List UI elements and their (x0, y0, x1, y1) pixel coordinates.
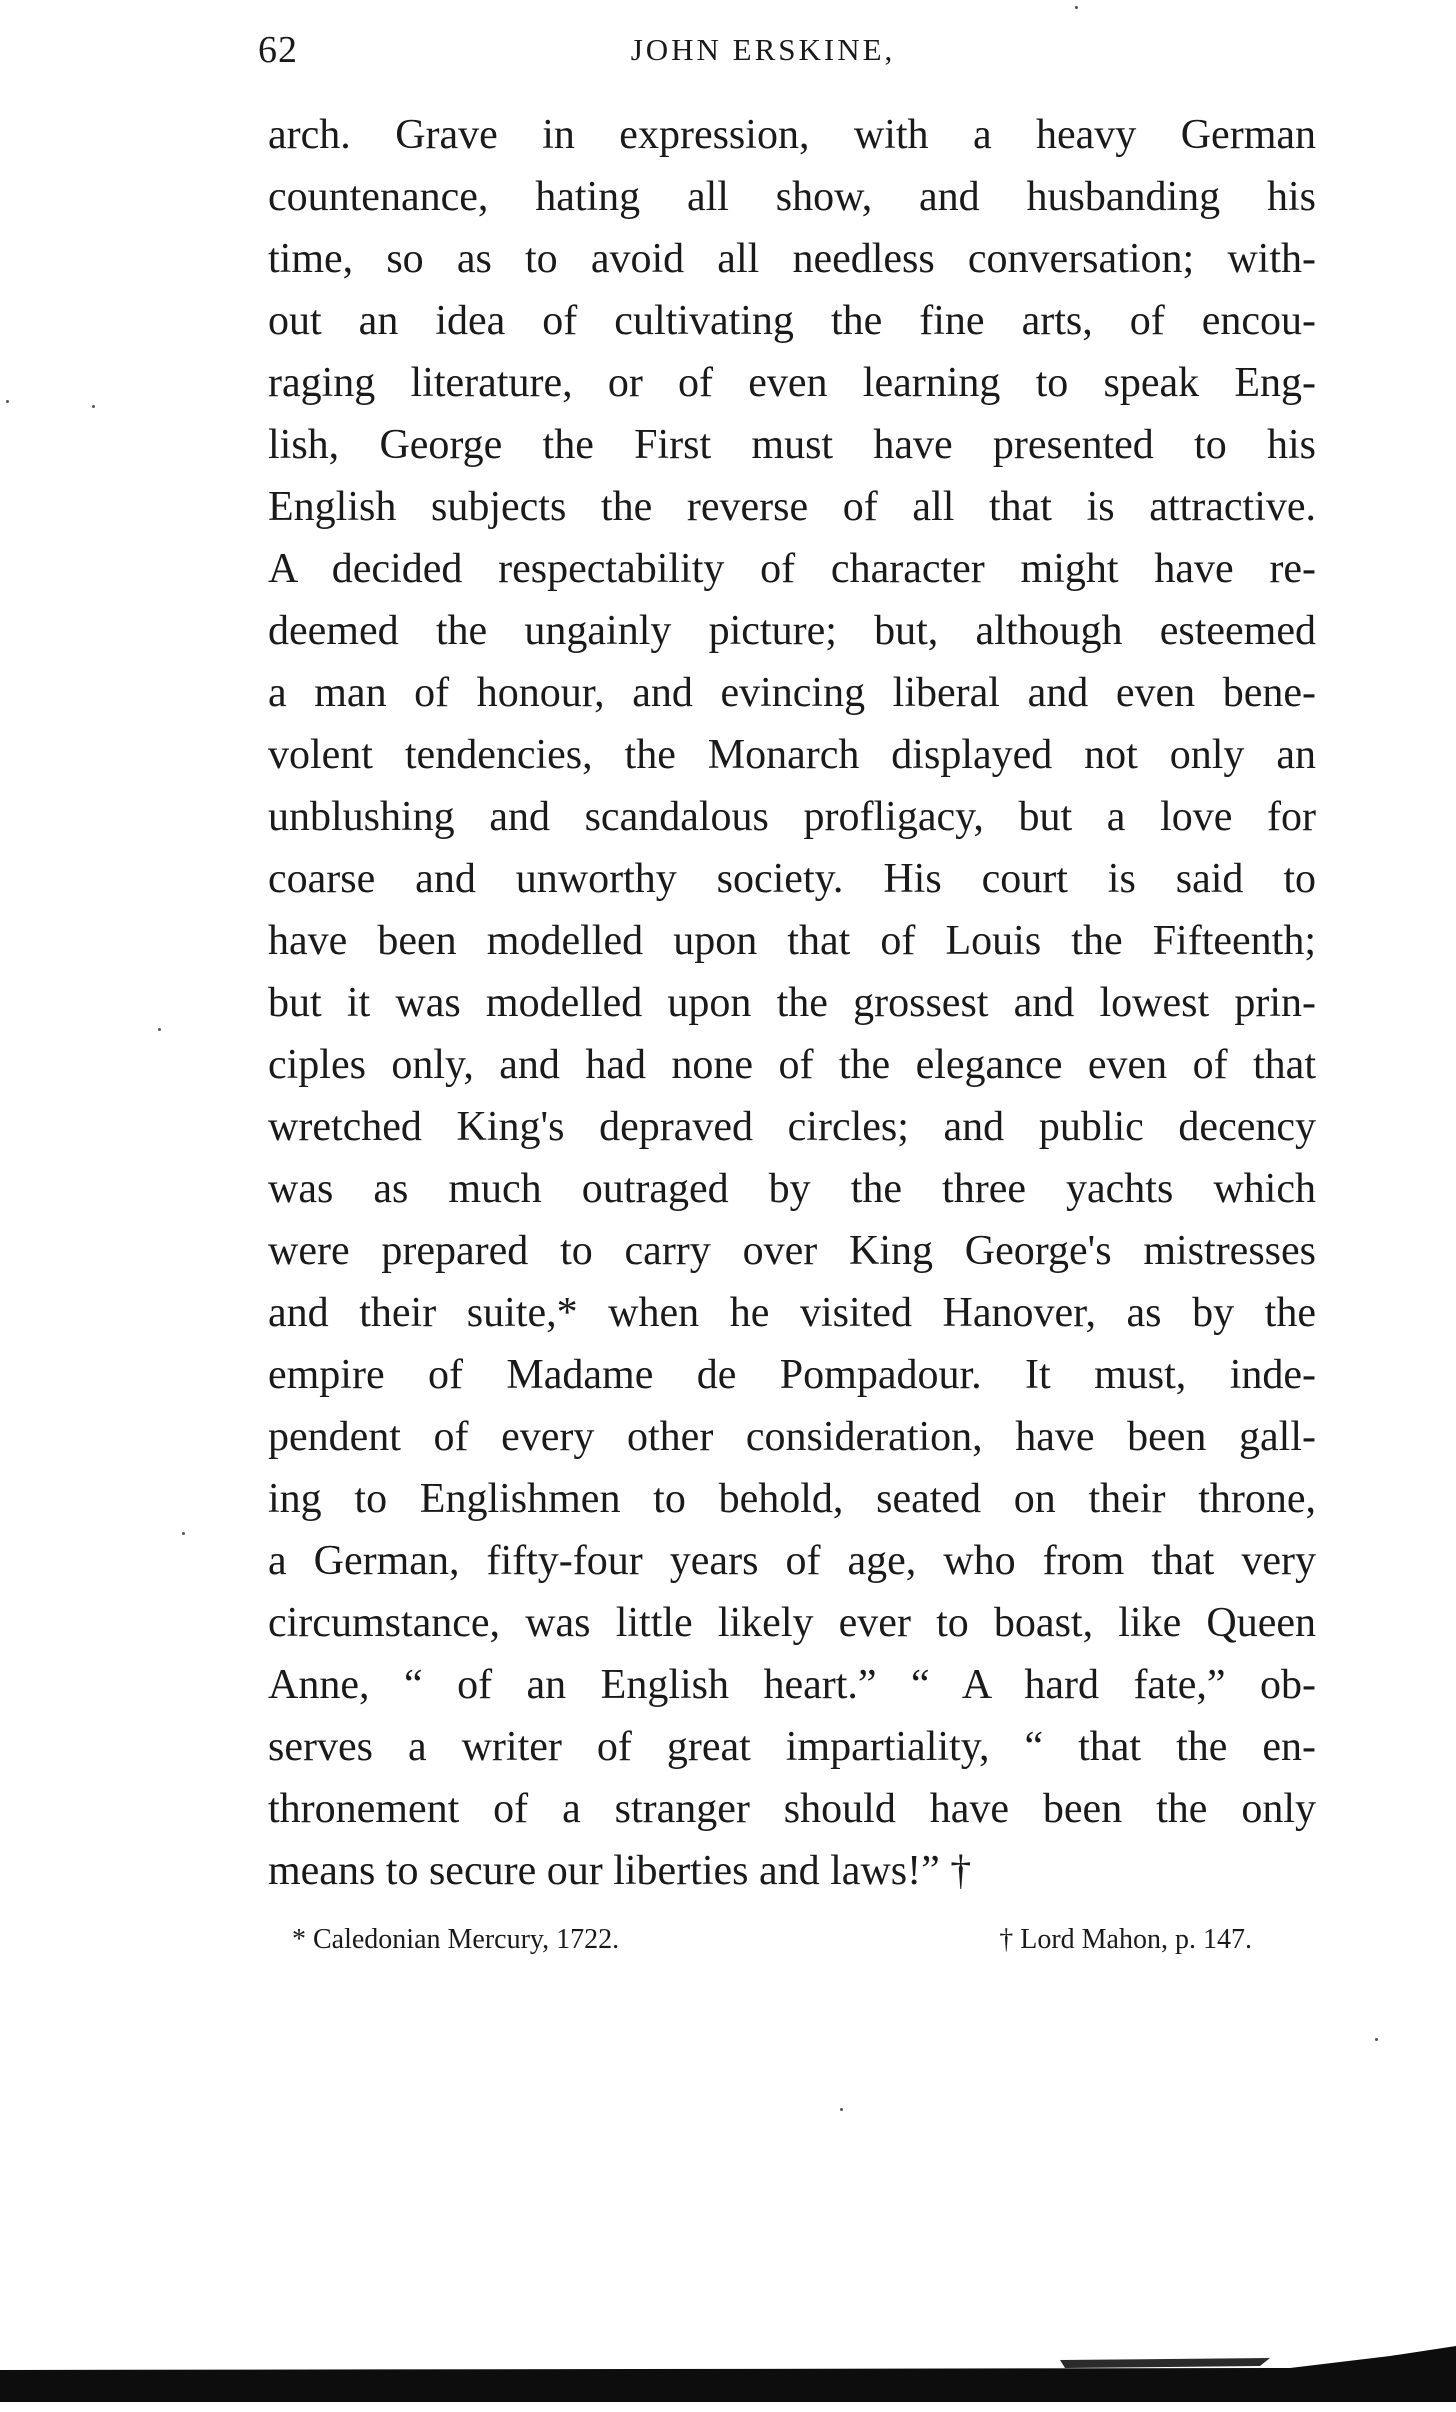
scan-speck (840, 2108, 843, 2111)
text-line: Anne, “ of an English heart.” “ A hard fate,” ob- (268, 1662, 1316, 1708)
page-number: 62 (258, 29, 298, 71)
text-line: were prepared to carry over King George's mistresses (268, 1228, 1316, 1274)
text-line: and their suite,* when he visited Hanover, as by the (268, 1290, 1316, 1336)
text-line: a German, fifty-four years of age, who from that very (268, 1538, 1316, 1584)
text-line: a man of honour, and evincing liberal and even bene- (268, 670, 1316, 716)
text-line: thronement of a stranger should have been the only (268, 1786, 1316, 1832)
text-line: ing to Englishmen to behold, seated on their throne, (268, 1476, 1316, 1522)
text-line: have been modelled upon that of Louis the Fifteenth; (268, 918, 1316, 964)
text-line: raging literature, or of even learning to speak Eng- (268, 360, 1316, 406)
text-line: serves a writer of great impartiality, “ that the en- (268, 1724, 1316, 1770)
text-line: unblushing and scandalous profligacy, but a love for (268, 794, 1316, 840)
text-line: circumstance, was little likely ever to boast, like Queen (268, 1600, 1316, 1646)
scan-speck (1375, 2038, 1378, 2041)
text-line: means to secure our liberties and laws!” † (268, 1848, 972, 1894)
text-line: out an idea of cultivating the fine arts, of encou- (268, 298, 1316, 344)
scan-speck (92, 405, 95, 408)
text-line: countenance, hating all show, and husbanding his (268, 174, 1316, 220)
text-line: ciples only, and had none of the elegance even of that (268, 1042, 1316, 1088)
scan-speck (6, 400, 9, 403)
footnote-mahon: † Lord Mahon, p. 147. (999, 1924, 1252, 1955)
body-text (268, 104, 1316, 1902)
text-line: time, so as to avoid all needless conversation; with- (268, 236, 1316, 282)
text-line: volent tendencies, the Monarch displayed not only an (268, 732, 1316, 778)
text-line: lish, George the First must have presented to his (268, 422, 1316, 468)
text-line: deemed the ungainly picture; but, although esteemed (268, 608, 1316, 654)
scan-speck (158, 1028, 161, 1031)
text-line: empire of Madame de Pompadour. It must, inde- (268, 1352, 1316, 1398)
footnote-caledonian: * Caledonian Mercury, 1722. (292, 1924, 620, 1955)
footnotes (292, 1924, 1252, 1956)
text-line: wretched King's depraved circles; and public decency (268, 1104, 1316, 1150)
text-line: coarse and unworthy society. His court is said to (268, 856, 1316, 902)
running-title: JOHN ERSKINE, (630, 32, 896, 67)
text-line: A decided respectability of character might have re- (268, 546, 1316, 592)
text-line: arch. Grave in expression, with a heavy German (268, 112, 1316, 158)
scan-speck (1075, 6, 1078, 9)
text-line: but it was modelled upon the grossest and lowest prin- (268, 980, 1316, 1026)
text-line: pendent of every other consideration, have been gall- (268, 1414, 1316, 1460)
page-bottom-edge (0, 2342, 1456, 2412)
text-line: English subjects the reverse of all that is attractive. (268, 484, 1316, 530)
scan-speck (182, 1532, 185, 1535)
text-line: was as much outraged by the three yachts which (268, 1166, 1316, 1212)
